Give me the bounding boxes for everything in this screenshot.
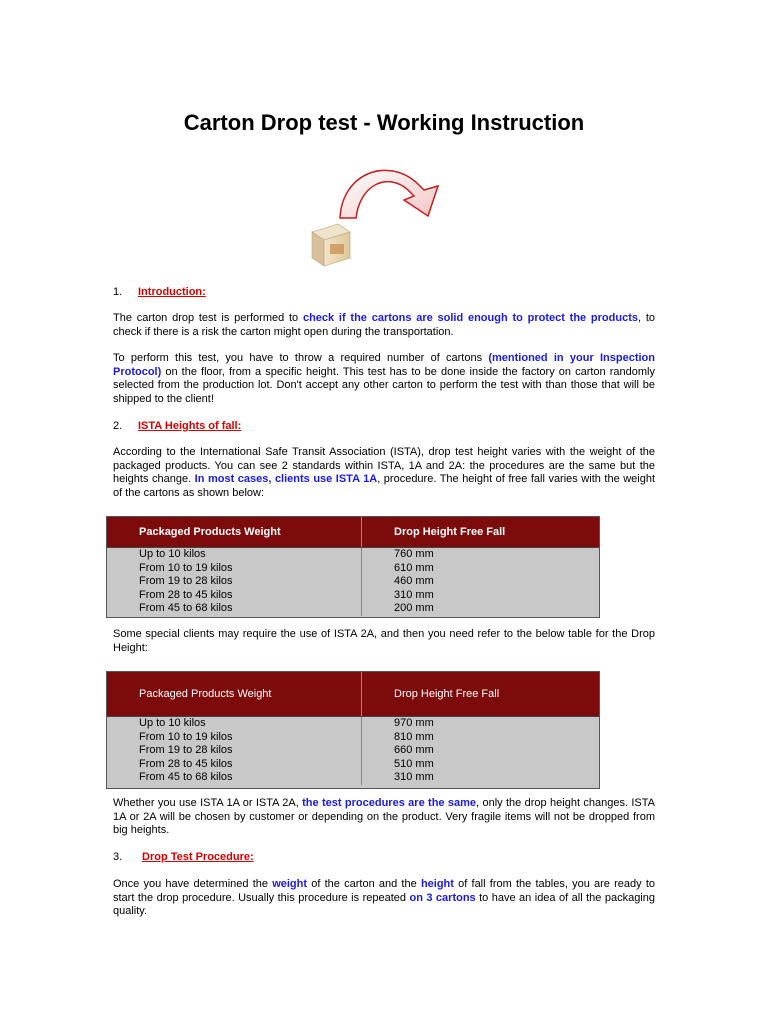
table-body <box>107 716 599 788</box>
table-cell: Up to 10 kilos <box>139 548 206 560</box>
table-cell: 970 mm <box>394 717 434 729</box>
table-cell: From 45 to 68 kilos <box>139 771 233 784</box>
table-cell: 310 mm <box>394 588 434 601</box>
table-cell: From 19 to 28 kilos <box>139 575 233 588</box>
carton-box-icon <box>312 224 350 266</box>
section-heights-heading: 2. ISTA Heights of fall: <box>113 420 242 432</box>
drop-height-column-header: Drop Height Free Fall <box>394 526 506 538</box>
table-cell: 510 mm <box>394 757 434 770</box>
section-procedure-heading: 3. Drop Test Procedure: <box>113 851 254 863</box>
drop-height-column <box>362 717 599 785</box>
heights-paragraph-1: According to the International Safe Transit Association (ISTA), drop test height varies with the weight of the packaged products. You can see 2 standards within ISTA, 1A and 2A: the procedures are the same but the heights change. In most cases, clients use ISTA 1A, procedure. The height of free fall varies with the weight of the cartons as shown below: <box>113 446 656 499</box>
intro-paragraph-2: To perform this test, you have to throw a required number of cartons (mentioned in your Inspection Protocol) on the floor, from a specific height. This test has to be done inside the factory on carton randomly selected from the production lot. Don't accept any other carton to perform the test with than those that will be shipped to the client! <box>113 352 655 405</box>
table-cell: From 45 to 68 kilos <box>139 602 233 615</box>
table-cell: From 10 to 19 kilos <box>139 730 233 743</box>
table-cell: From 28 to 45 kilos <box>139 757 233 770</box>
drop-test-illustration <box>300 148 460 276</box>
drop-height-column-header: Drop Height Free Fall <box>394 688 500 700</box>
heights-paragraph-2: Some special clients may require the use of ISTA 2A, and then you need refer to the below table for the Drop Height: <box>113 628 655 654</box>
page-title: Carton Drop test - Working Instruction <box>183 110 585 135</box>
table-header <box>107 672 599 716</box>
table-cell: 660 mm <box>394 744 434 757</box>
table-cell: 810 mm <box>394 730 434 743</box>
table-cell: 460 mm <box>394 575 434 588</box>
table-cell: 310 mm <box>394 771 434 784</box>
section-introduction-heading: 1. Introduction: <box>113 286 206 298</box>
procedure-paragraph-1: Once you have determined the weight of the carton and the height of fall from the tables, you are ready to start the drop procedure. Usually this procedure is repeated on 3 cartons to have an idea of all the packaging quality. <box>113 878 655 917</box>
table-cell: From 28 to 45 kilos <box>139 588 233 601</box>
intro-paragraph-1: The carton drop test is performed to check if the cartons are solid enough to protect the products, to check if there is a risk the carton might open during the transportation. <box>113 312 656 338</box>
table-header <box>107 517 599 547</box>
curved-arrow-icon <box>340 170 438 218</box>
heights-paragraph-3: Whether you use ISTA 1A or ISTA 2A, the test procedures are the same, only the drop height changes. ISTA 1A or 2A will be chosen by customer or depending on the product. Very fragile items will not be dropped from big heights. <box>113 797 655 836</box>
table-cell: 610 mm <box>394 561 434 574</box>
table-cell: 760 mm <box>394 548 434 560</box>
ista-2a-table <box>106 671 600 789</box>
table-body <box>107 547 599 617</box>
weight-column <box>107 548 362 616</box>
weight-column-header: Packaged Products Weight <box>107 517 362 547</box>
table-cell: From 10 to 19 kilos <box>139 561 233 574</box>
table-cell: 200 mm <box>394 602 434 615</box>
weight-column <box>107 717 362 785</box>
weight-column-header: Packaged Products Weight <box>107 672 362 716</box>
table-cell: From 19 to 28 kilos <box>139 744 233 757</box>
drop-height-column <box>362 548 599 616</box>
ista-1a-table <box>106 516 600 618</box>
table-cell: Up to 10 kilos <box>139 717 206 729</box>
